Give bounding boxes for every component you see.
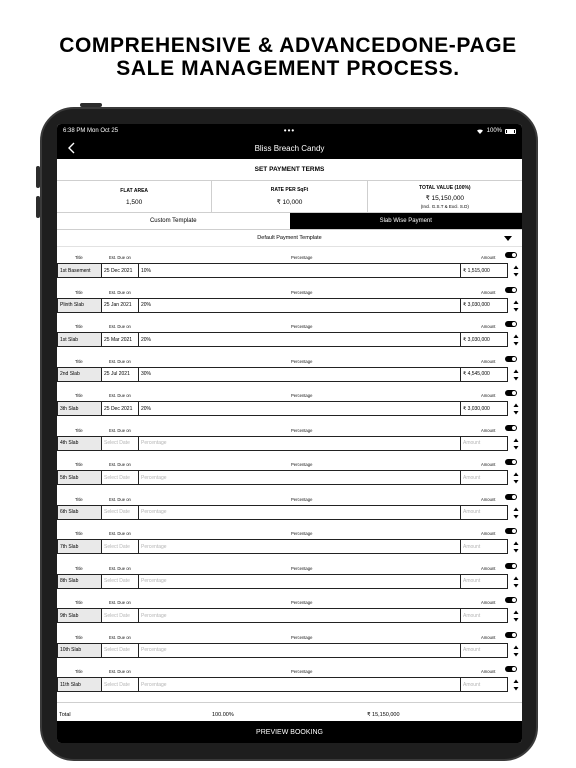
col-due-label: Est. Due on (109, 255, 131, 260)
slab-list (57, 251, 522, 700)
slab-header (57, 357, 522, 365)
section-title: SET PAYMENT TERMS (57, 159, 522, 181)
col-title-label: Title (75, 565, 83, 571)
slab-toggle[interactable] (505, 528, 517, 534)
col-title-label: Title (75, 496, 83, 502)
slab-fields (57, 298, 508, 313)
slab-toggle[interactable] (505, 666, 517, 672)
due-date-field[interactable]: Select Date (102, 678, 139, 691)
col-percentage-label: Percentage (291, 255, 313, 260)
slab-toggle[interactable] (505, 252, 517, 258)
slab-toggle[interactable] (505, 597, 517, 603)
stepper-icon[interactable] (513, 507, 519, 519)
col-due-label: Est. Due on (109, 496, 131, 502)
slab-title-field[interactable]: 11th Slab (58, 678, 102, 691)
percentage-field[interactable]: Percentage (139, 609, 461, 622)
stepper-icon[interactable] (513, 610, 519, 622)
amount-field[interactable]: Amount (463, 647, 481, 653)
col-percentage-label: Percentage (291, 427, 313, 433)
percentage-field[interactable]: 10% (139, 264, 461, 277)
col-title-label: Title (75, 358, 83, 364)
slab-header (57, 460, 522, 468)
slab-fields (57, 539, 508, 554)
slab-title-field[interactable]: 6th Slab (58, 506, 102, 519)
stat-total-value (368, 181, 522, 212)
col-amount-label: Amount (481, 462, 496, 467)
slab-header (57, 529, 522, 537)
slab-header (57, 288, 522, 296)
amount-field[interactable]: Amount (463, 474, 481, 481)
status-bar (57, 124, 522, 138)
due-date-field[interactable]: Select Date (102, 540, 139, 553)
stepper-icon[interactable] (513, 576, 519, 588)
caret-down-icon (504, 236, 512, 241)
slab-fields (57, 332, 508, 347)
col-amount-label: Amount (481, 324, 496, 329)
col-due-label: Est. Due on (109, 393, 131, 398)
slab-toggle[interactable] (505, 494, 517, 500)
slab-fields (57, 436, 508, 451)
slab-title-field[interactable]: 8th Slab (58, 575, 102, 588)
col-amount-label: Amount (481, 565, 496, 571)
col-amount-label: Amount (481, 358, 496, 364)
col-title-label: Title (75, 289, 83, 295)
slab-fields (57, 470, 508, 485)
slab-toggle[interactable] (505, 632, 517, 638)
col-percentage-label: Percentage (291, 669, 313, 674)
slab-toggle[interactable] (505, 356, 517, 362)
amount-field[interactable]: Amount (463, 681, 481, 688)
slab-header (57, 253, 522, 261)
power-button (80, 103, 102, 107)
nav-bar (57, 138, 522, 159)
col-due-label: Est. Due on (109, 324, 131, 329)
col-due-label: Est. Due on (109, 669, 131, 674)
col-amount-label: Amount (481, 289, 496, 295)
tab-custom-template[interactable]: Custom Template (149, 218, 197, 224)
slab-toggle[interactable] (505, 321, 517, 327)
amount-field[interactable]: Amount (463, 440, 481, 446)
percentage-field[interactable]: 20% (139, 333, 461, 346)
col-due-label: Est. Due on (109, 289, 131, 295)
percentage-field[interactable]: Percentage (139, 471, 461, 484)
slab-row (57, 493, 522, 528)
percentage-field[interactable]: 30% (139, 368, 461, 381)
slab-header (57, 564, 522, 572)
due-date-field[interactable]: Select Date (102, 437, 139, 450)
col-percentage-label: Percentage (291, 324, 313, 329)
slab-header (57, 598, 522, 606)
stepper-icon[interactable] (513, 300, 519, 312)
total-amount: ₹ 15,150,000 (367, 712, 400, 718)
col-title-label: Title (75, 669, 83, 674)
slab-title-field[interactable]: 10th Slab (58, 644, 102, 657)
stat-value: 1,500 (126, 198, 143, 206)
slab-row (57, 596, 522, 631)
stepper-icon[interactable] (513, 541, 519, 553)
amount-field[interactable]: ₹ 3,030,000 (463, 302, 490, 308)
slab-row (57, 320, 522, 355)
percentage-field[interactable]: 20% (139, 299, 461, 312)
col-amount-label: Amount (481, 393, 496, 398)
col-due-label: Est. Due on (109, 462, 131, 467)
slab-title-field[interactable]: 5th Slab (58, 471, 102, 484)
col-title-label: Title (75, 531, 83, 536)
col-percentage-label: Percentage (291, 496, 313, 502)
amount-field[interactable]: Amount (463, 543, 481, 550)
col-title-label: Title (75, 393, 83, 398)
due-date-field[interactable]: 25 Jan 2021 (102, 299, 139, 312)
due-date-field[interactable]: Select Date (102, 506, 139, 519)
headline-line-1: COMPREHENSIVE & ADVANCEDONE-PAGE (59, 34, 517, 57)
stepper-icon[interactable] (513, 334, 519, 346)
slab-row (57, 389, 522, 424)
slab-title-field[interactable]: Plinth Slab (58, 299, 102, 312)
status-time: 6:38 PM Mon Oct 25 (63, 128, 119, 134)
col-percentage-label: Percentage (291, 289, 313, 295)
col-percentage-label: Percentage (291, 462, 313, 467)
slab-row (57, 286, 522, 321)
percentage-field[interactable]: Percentage (139, 575, 461, 588)
amount-field[interactable]: Amount (463, 578, 481, 584)
col-title-label: Title (75, 255, 83, 260)
stat-value: ₹ 15,150,000 (425, 194, 465, 202)
total-percentage: 100.00% (212, 712, 234, 718)
due-date-field[interactable]: Select Date (102, 609, 139, 622)
col-due-label: Est. Due on (109, 634, 131, 640)
percentage-field[interactable]: Percentage (139, 678, 461, 691)
slab-header (57, 391, 522, 399)
col-percentage-label: Percentage (291, 634, 313, 640)
slab-row (57, 458, 522, 493)
slab-fields (57, 263, 508, 278)
col-due-label: Est. Due on (109, 531, 131, 536)
due-date-field[interactable]: Select Date (102, 471, 139, 484)
col-title-label: Title (75, 427, 83, 433)
amount-field[interactable]: ₹ 1,515,000 (463, 267, 490, 274)
preview-booking-button[interactable]: PREVIEW BOOKING (57, 721, 522, 743)
slab-header (57, 633, 522, 641)
slab-row (57, 631, 522, 666)
slab-row (57, 251, 522, 286)
amount-field[interactable]: Amount (463, 612, 481, 619)
slab-header (57, 495, 522, 503)
col-amount-label: Amount (481, 600, 496, 605)
tab-slab-wise-payment[interactable]: Slab Wise Payment (290, 213, 523, 229)
slab-row (57, 562, 522, 597)
col-title-label: Title (75, 462, 83, 467)
slab-fields (57, 677, 508, 692)
stepper-icon[interactable] (513, 438, 519, 450)
battery-percent: 100% (486, 128, 502, 134)
slab-row (57, 665, 522, 700)
slab-title-field[interactable]: 1st Basement (58, 264, 102, 277)
slab-title-field[interactable]: 1st Slab (58, 333, 102, 346)
slab-title-field[interactable]: 4th Slab (58, 437, 102, 450)
multitask-dots[interactable]: ••• (283, 126, 296, 135)
col-amount-label: Amount (481, 427, 496, 433)
due-date-field[interactable]: 25 Dec 2021 (102, 402, 139, 415)
stepper-icon[interactable] (513, 369, 519, 381)
col-due-label: Est. Due on (109, 358, 131, 364)
payment-template-dropdown[interactable] (57, 230, 522, 247)
stepper-icon[interactable] (513, 265, 519, 277)
col-percentage-label: Percentage (291, 600, 313, 605)
slab-toggle[interactable] (505, 287, 517, 293)
col-amount-label: Amount (481, 255, 496, 260)
promo-headline (0, 34, 576, 80)
amount-field[interactable]: ₹ 3,030,000 (463, 405, 490, 412)
stat-label: RATE PER SqFt (270, 187, 309, 193)
slab-fields (57, 643, 508, 658)
col-percentage-label: Percentage (291, 393, 313, 398)
col-amount-label: Amount (481, 496, 496, 502)
battery-icon (505, 129, 516, 134)
stat-label: FLAT AREA (120, 187, 149, 194)
slab-fields (57, 574, 508, 589)
percentage-field[interactable]: Percentage (139, 540, 461, 553)
col-percentage-label: Percentage (291, 565, 313, 571)
col-amount-label: Amount (481, 669, 496, 674)
due-date-field[interactable]: Select Date (102, 644, 139, 657)
slab-header (57, 426, 522, 434)
amount-field[interactable]: Amount (463, 509, 481, 515)
percentage-field[interactable]: Percentage (139, 506, 461, 519)
slab-header (57, 667, 522, 675)
slab-header (57, 322, 522, 330)
slab-toggle[interactable] (505, 425, 517, 431)
percentage-field[interactable]: Percentage (139, 644, 461, 657)
slab-fields (57, 505, 508, 520)
due-date-field[interactable]: 25 Mar 2021 (102, 333, 139, 346)
stat-rate (212, 181, 367, 212)
app-screen (57, 124, 522, 743)
stepper-icon[interactable] (513, 403, 519, 415)
col-title-label: Title (75, 634, 83, 640)
slab-fields (57, 608, 508, 623)
col-percentage-label: Percentage (291, 358, 313, 364)
col-amount-label: Amount (481, 531, 496, 536)
summary-stats (57, 181, 522, 213)
slab-row (57, 527, 522, 562)
slab-title-field[interactable]: 9th Slab (58, 609, 102, 622)
template-tabs (57, 213, 522, 230)
volume-button-top (36, 166, 40, 188)
stepper-icon[interactable] (513, 472, 519, 484)
amount-field[interactable]: ₹ 3,030,000 (463, 336, 490, 343)
stat-label: TOTAL VALUE (100%) (419, 184, 471, 191)
slab-title-field[interactable]: 3th Slab (58, 402, 102, 415)
due-date-field[interactable]: 25 Jul 2021 (102, 368, 139, 381)
volume-button-bottom (36, 196, 40, 218)
page-title: Bliss Breach Candy (254, 144, 325, 153)
slab-title-field[interactable]: 7th Slab (58, 540, 102, 553)
col-amount-label: Amount (481, 634, 496, 640)
stat-value: ₹ 10,000 (276, 199, 303, 206)
headline-line-2: SALE MANAGEMENT PROCESS. (116, 57, 460, 80)
col-percentage-label: Percentage (291, 531, 313, 536)
stepper-icon[interactable] (513, 679, 519, 691)
stat-flat-area (57, 181, 212, 212)
slab-title-field[interactable]: 2nd Slab (58, 368, 102, 381)
col-due-label: Est. Due on (109, 565, 131, 571)
due-date-field[interactable]: 25 Dec 2021 (102, 264, 139, 277)
slab-fields (57, 367, 508, 382)
percentage-field[interactable]: Percentage (139, 437, 461, 450)
slab-toggle[interactable] (505, 563, 517, 569)
percentage-field[interactable]: 20% (139, 402, 461, 415)
col-due-label: Est. Due on (109, 600, 131, 605)
total-label: Total (59, 712, 71, 718)
col-due-label: Est. Due on (109, 427, 131, 433)
slab-fields (57, 401, 508, 416)
col-title-label: Title (75, 600, 83, 605)
due-date-field[interactable]: Select Date (102, 575, 139, 588)
slab-row (57, 424, 522, 459)
stat-note: (Incl. G.S.T & Excl. S.D) (420, 203, 469, 209)
back-chevron-icon[interactable] (65, 141, 79, 155)
slab-toggle[interactable] (505, 459, 517, 465)
dropdown-value: Default Payment Template (257, 235, 322, 241)
col-title-label: Title (75, 324, 83, 329)
slab-toggle[interactable] (505, 390, 517, 396)
amount-field[interactable]: ₹ 4,545,000 (463, 371, 490, 377)
stepper-icon[interactable] (513, 645, 519, 657)
slab-row (57, 355, 522, 390)
